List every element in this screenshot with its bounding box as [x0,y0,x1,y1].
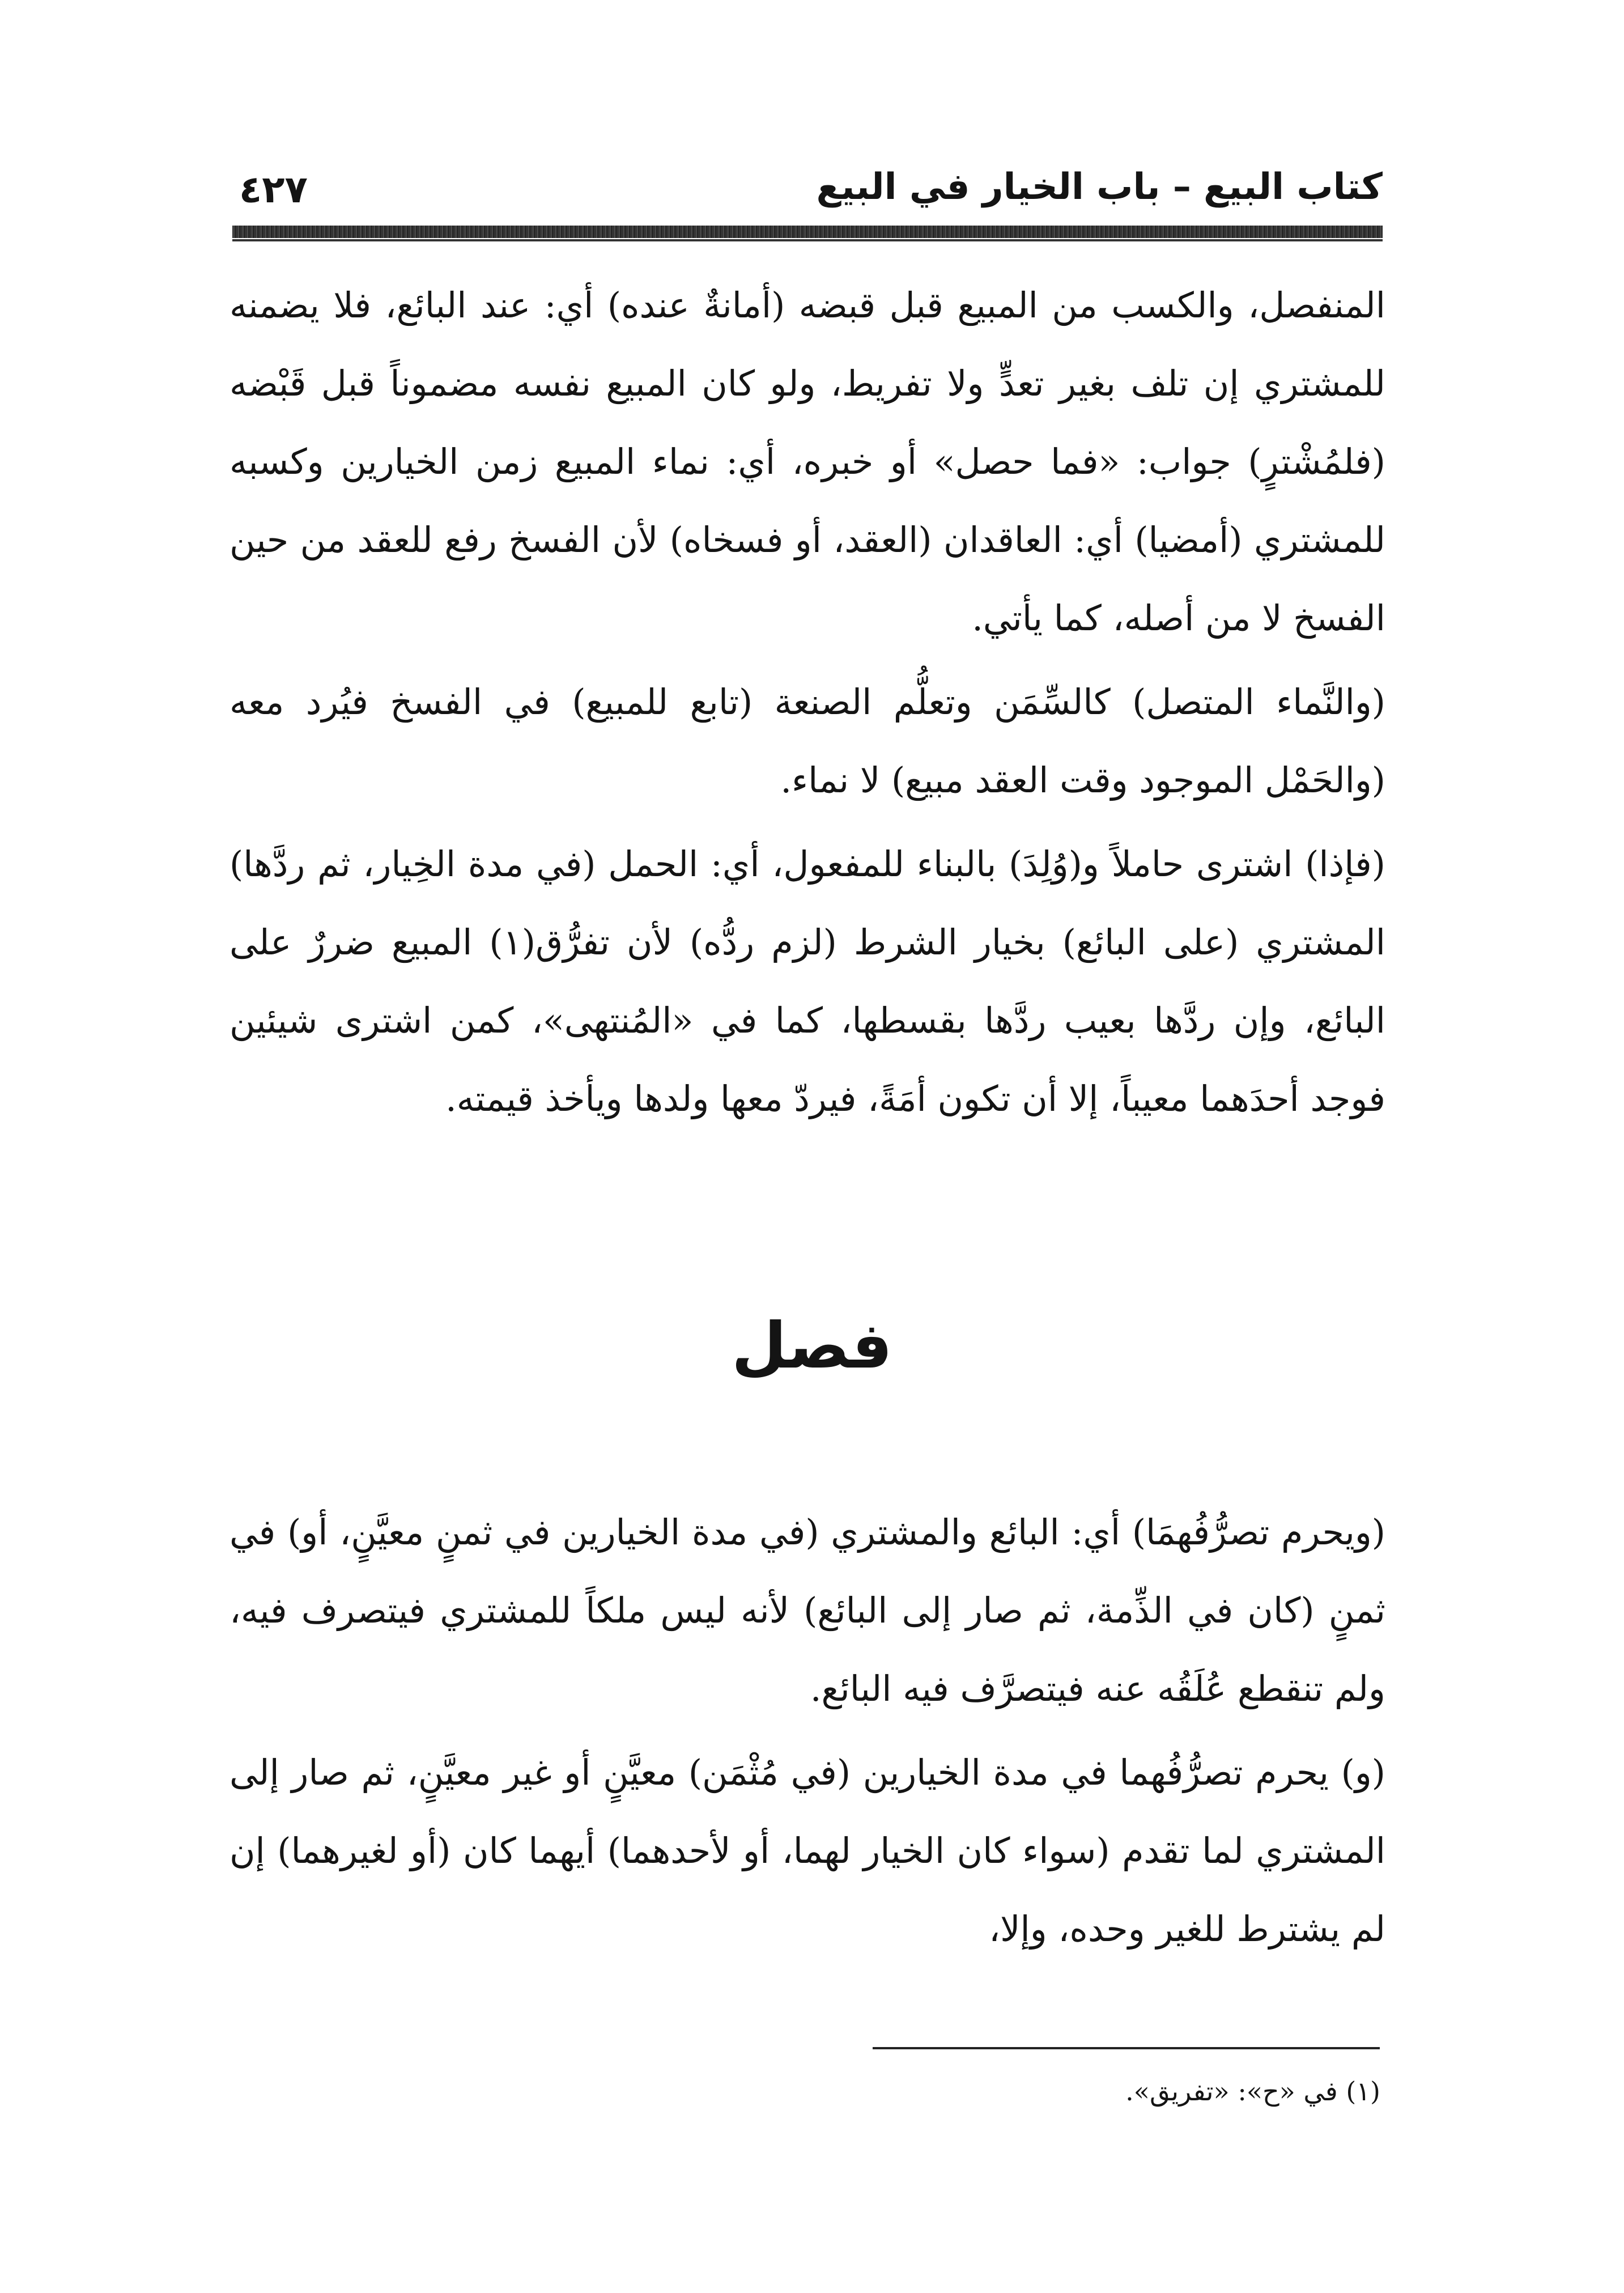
second-text-block [229,1493,1385,1968]
paragraph: (فإذا) اشترى حاملاً و(وُلِدَ) بالبناء للمفعول، أي: الحمل (في مدة الخِيار، ثم ردَّها) المشتري (على البائع) بخيار الشرط (لزم ردُّه) لأن تفرُّق(١) المبيع ضررٌ على البائع، وإن ردَّها بعيب ردَّها بقسطها، كما في «المُنتهى»، كمن اشترى شيئين فوجد أحدَهما معيباً، إلا أن تكون أمَةً، فيردّ معها ولدها ويأخذ قيمته. [229,843,1385,1119]
paragraph: (و) يحرم تصرُّفُهما في مدة الخيارين (في مُثْمَن) معيَّنٍ أو غير معيَّنٍ، ثم صار إلى المشتري لما تقدم (سواء كان الخيار لهما، أو لأحدهما) أيهما كان (أو لغيرهما) إن لم يشترط للغير وحده، وإلا، [229,1752,1385,1950]
paragraph: (والنَّماء المتصل) كالسِّمَن وتعلُّم الصنعة (تابع للمبيع) في الفسخ فيُرد معه (والحَمْل الموجود وقت العقد مبيع) لا نماء. [229,681,1385,801]
header-rule [232,226,1383,238]
paragraph: (ويحرم تصرُّفُهمَا) أي: البائع والمشتري (في مدة الخيارين في ثمنٍ معيَّنٍ، أو) في ثمنٍ (كان في الذِّمة، ثم صار إلى البائع) لأنه ليس ملكاً للمشتري فيتصرف فيه، ولم تنقطع عُلَقُه عنه فيتصرَّف فيه البائع. [229,1511,1385,1709]
running-header [232,162,1383,224]
footnote: (١) في «ح»: «تفريق». [1125,2076,1380,2107]
paragraph: المنفصل، والكسب من المبيع قبل قبضه (أمانةٌ عنده) أي: عند البائع، فلا يضمنه للمشتري إن تلف بغير تعدٍّ ولا تفريط، ولو كان المبيع نفسه مضموناً قبل قَبْضه (فلمُشْترٍ) جواب: «فما حصل» أو خبره، أي: نماء المبيع زمن الخيارين وكسبه للمشتري (أمضيا) أي: العاقدان (العقد، أو فسخاه) لأن الفسخ رفع للعقد من حين الفسخ لا من أصله، كما يأتي. [229,284,1385,639]
footnote-divider [873,2047,1380,2049]
page-number: ٤٢٧ [239,168,308,211]
main-text-block [229,266,1385,1138]
section-heading: فصل [732,1309,892,1383]
header-title: كتاب البيع – باب الخيار في البيع [816,166,1383,208]
